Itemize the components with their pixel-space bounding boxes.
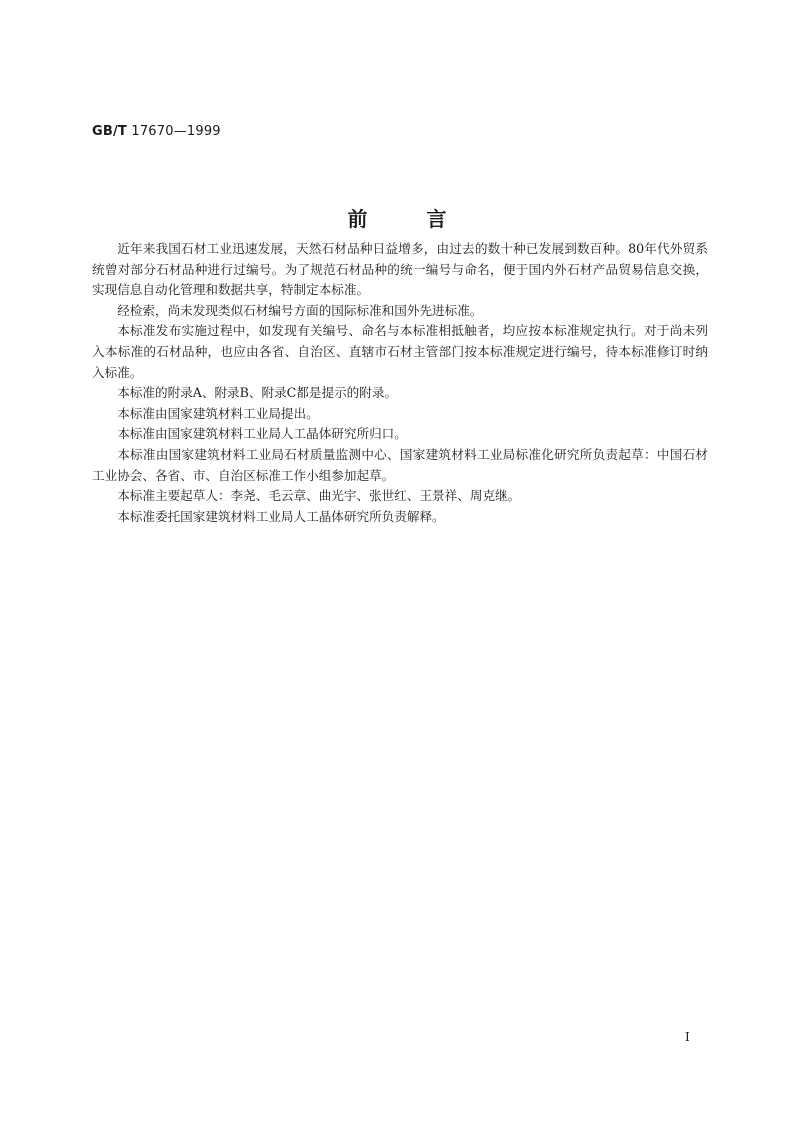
paragraph: 近年来我国石材工业迅速发展，天然石材品种日益增多，由过去的数十种已发展到数百种。80年代外贸系统曾对部分石材品种进行过编号。为了规范石材品种的统一编号与命名，便于国内外石材产品贸易信息交换，实现信息自动化管理和数据共享，特制定本标准。 (92, 241, 708, 298)
paragraph: 经检索，尚未发现类似石材编号方面的国际标准和国外先进标准。 (117, 302, 483, 318)
paragraph: 本标准由国家建筑材料工业局人工晶体研究所归口。 (117, 426, 407, 442)
page-title: 前 言 (347, 207, 473, 231)
paragraph: 本标准的附录A、附录B、附录C都是提示的附录。 (117, 385, 398, 401)
paragraph: 本标准委托国家建筑材料工业局人工晶体研究所负责解释。 (117, 508, 445, 524)
paragraph: 本标准由国家建筑材料工业局石材质量监测中心、国家建筑材料工业局标准化研究所负责起草：中国石材工业协会、各省、市、自治区标准工作小组参加起草。 (92, 446, 708, 483)
paragraph: 本标准由国家建筑材料工业局提出。 (117, 405, 319, 421)
paragraph: 本标准发布实施过程中，如发现有关编号、命名与本标准相抵触者，均应按本标准规定执行。对于尚未列入本标准的石材品种，也应由各省、自治区、直辖市石材主管部门按本标准规定进行编号，待本标准修订时纳入标准。 (92, 323, 708, 380)
standard-number (92, 124, 221, 139)
standard-number-value: 17670—1999 (131, 124, 221, 139)
paragraph: 本标准主要起草人：李尧、毛云章、曲光宇、张世红、王景祥、周克继。 (117, 488, 521, 504)
foreword-body (92, 239, 708, 527)
page-number: I (685, 1030, 690, 1044)
standard-code: GB/T (92, 124, 127, 139)
